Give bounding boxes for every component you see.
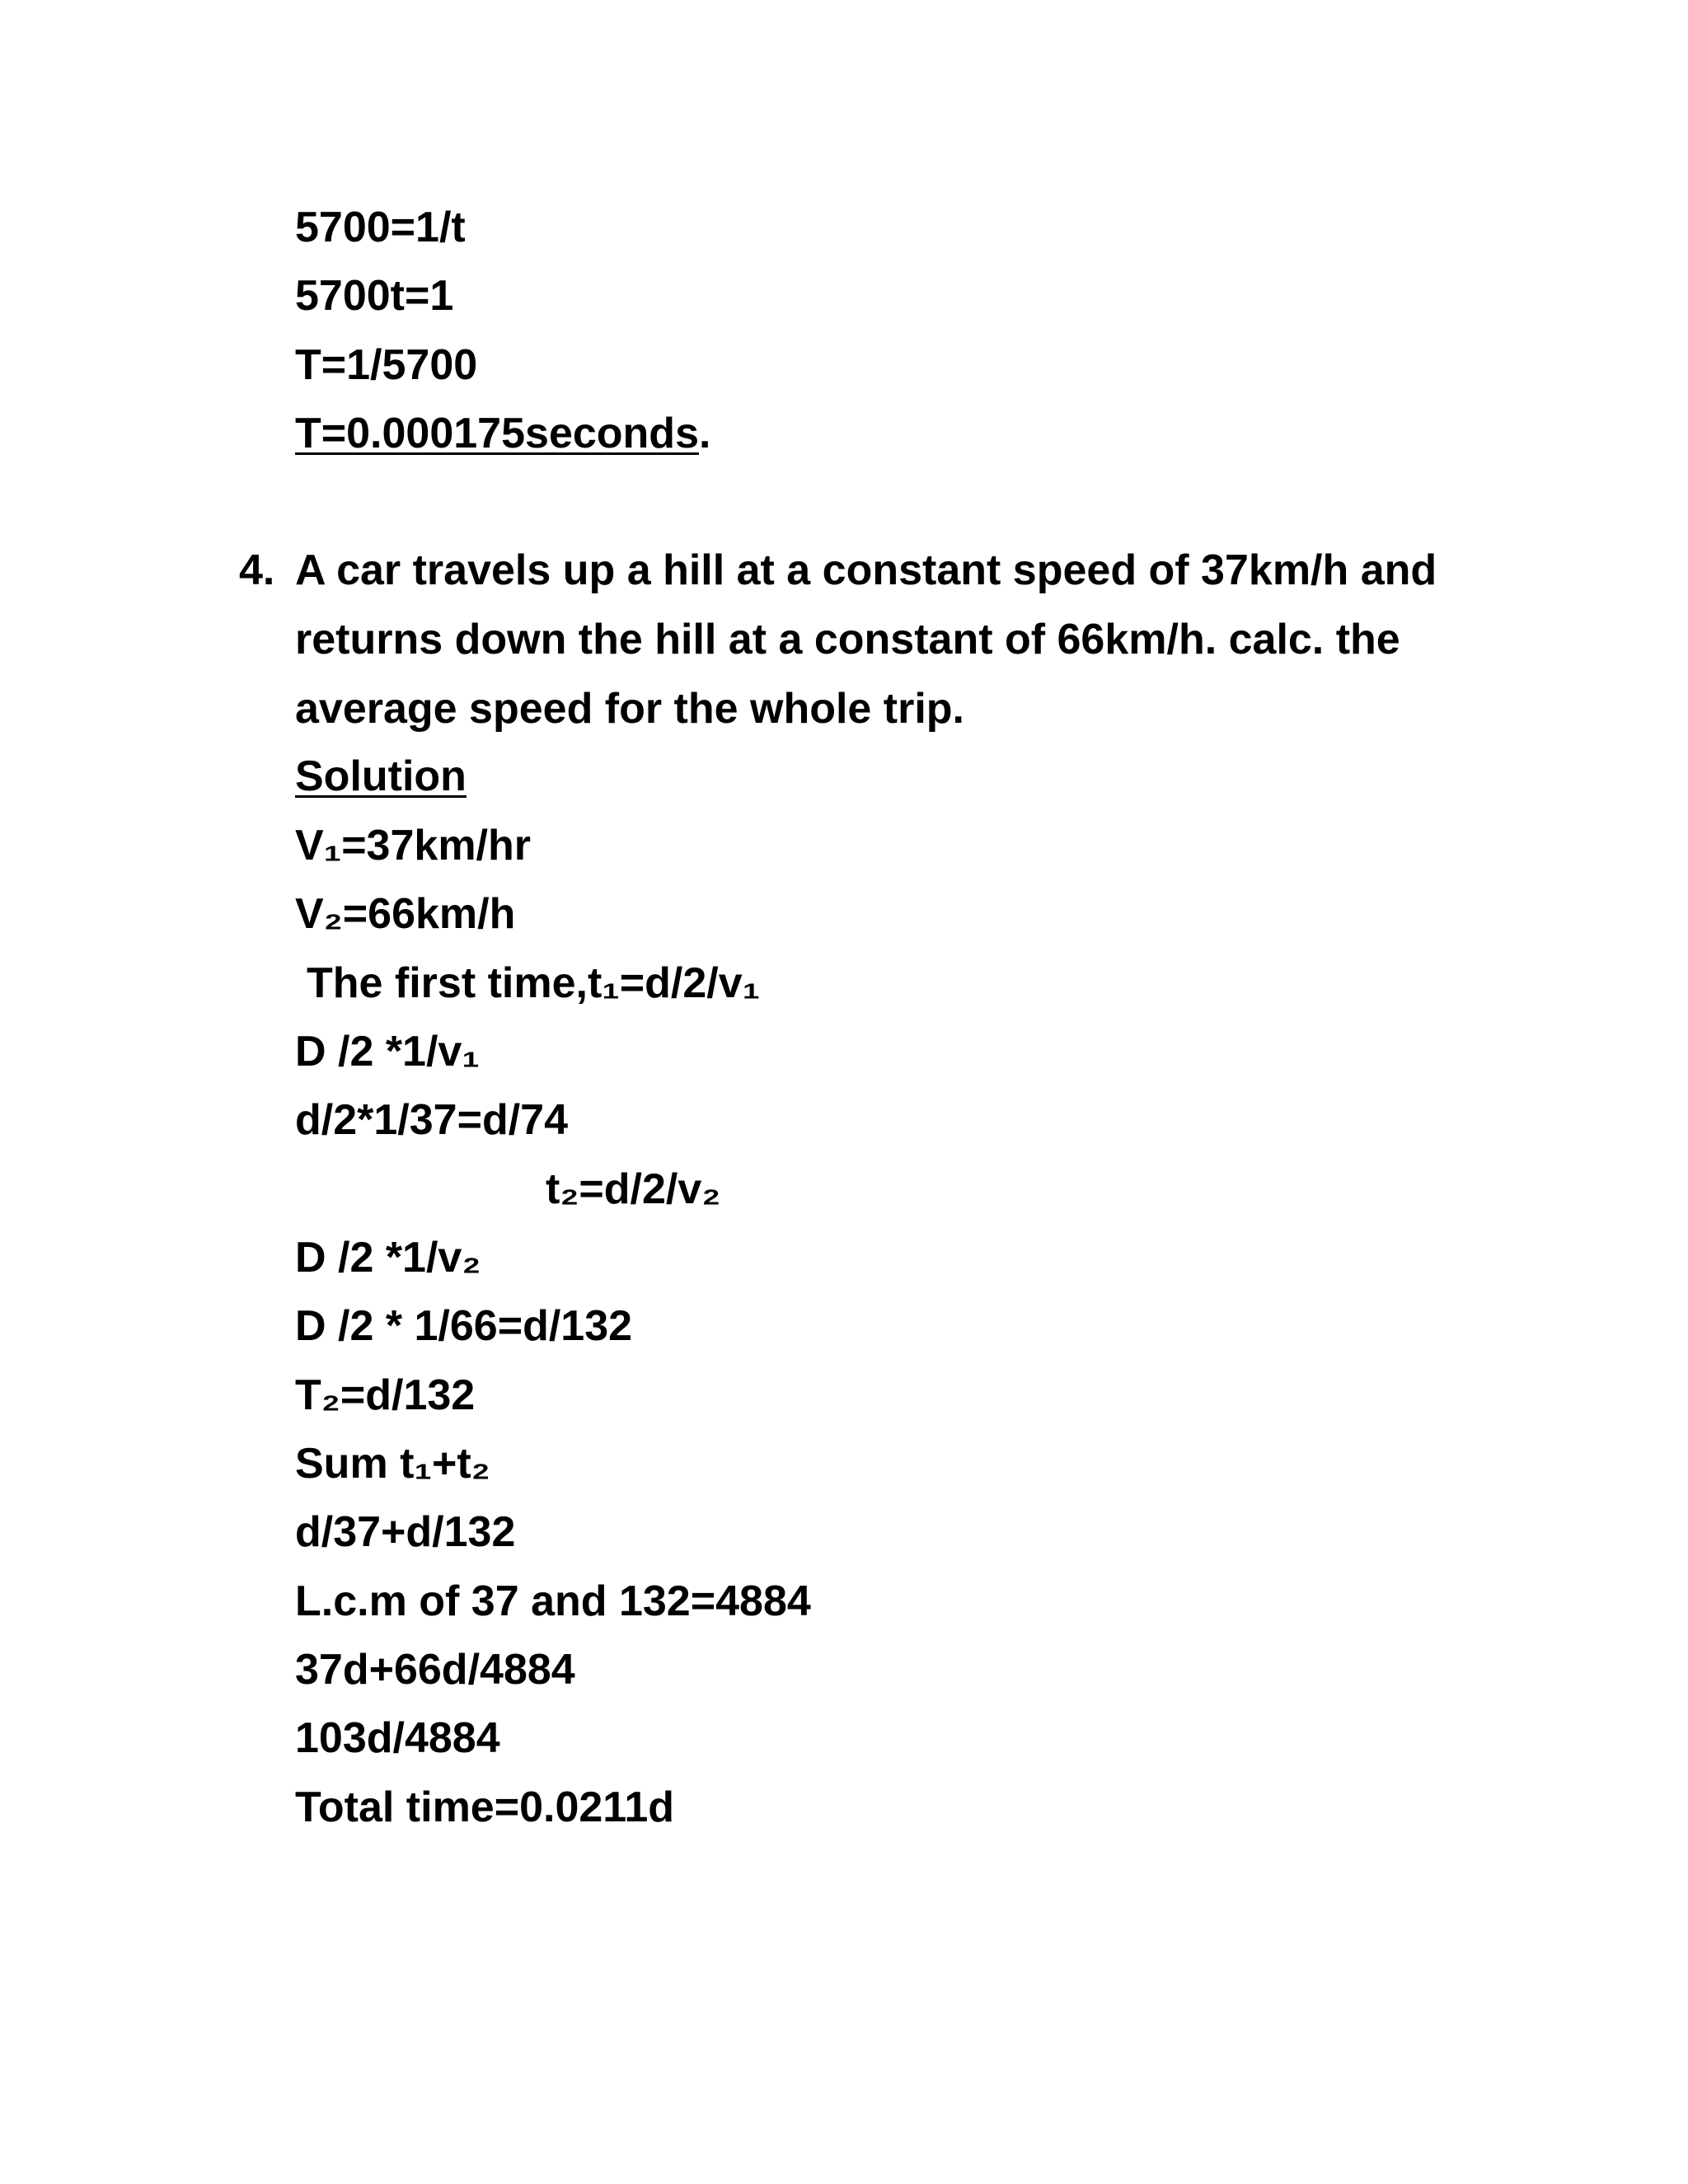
question-number: 4. xyxy=(239,546,275,594)
solution-line-sum-expand: d/37+d/132 xyxy=(295,1508,516,1556)
solution-heading-line xyxy=(295,752,467,800)
question-text: A car travels up a hill at a constant speed of 37km/h and returns down the hill at a constant of 66km/h. calc. the average speed for the whole trip. xyxy=(295,546,1437,733)
solution-line-lcm: L.c.m of 37 and 132=4884 xyxy=(295,1577,811,1625)
solution-heading: Solution xyxy=(295,752,467,800)
solution-line-t2-calc: D /2 * 1/66=d/132 xyxy=(295,1302,633,1350)
calc-result-suffix: . xyxy=(699,410,711,457)
solution-line-total-time: Total time=0.0211d xyxy=(295,1783,675,1831)
solution-line-t1-expand: D /2 *1/v₁ xyxy=(295,1028,480,1076)
calc-line-1: 5700=1/t xyxy=(295,204,466,251)
calc-line-3: T=1/5700 xyxy=(295,341,478,389)
solution-line-v2: V₂=66km/h xyxy=(295,890,516,938)
calc-result-value: T=0.000175seconds xyxy=(295,410,699,457)
calc-result-line xyxy=(295,412,710,455)
solution-line-t2-result: T₂=d/132 xyxy=(295,1371,476,1419)
calc-line-2: 5700t=1 xyxy=(295,272,454,320)
solution-line-numerator: 37d+66d/4884 xyxy=(295,1646,575,1694)
solution-line-v1: V₁=37km/hr xyxy=(295,822,531,869)
solution-line-simplified: 103d/4884 xyxy=(295,1714,500,1762)
solution-line-t1: The first time,t₁=d/2/v₁ xyxy=(307,959,761,1007)
solution-line-t1-result: d/2*1/37=d/74 xyxy=(295,1096,568,1144)
solution-line-t2-expand: D /2 *1/v₂ xyxy=(295,1234,481,1282)
solution-line-t2: t₂=d/2/v₂ xyxy=(546,1165,721,1213)
solution-line-sum: Sum t₁+t₂ xyxy=(295,1440,490,1488)
